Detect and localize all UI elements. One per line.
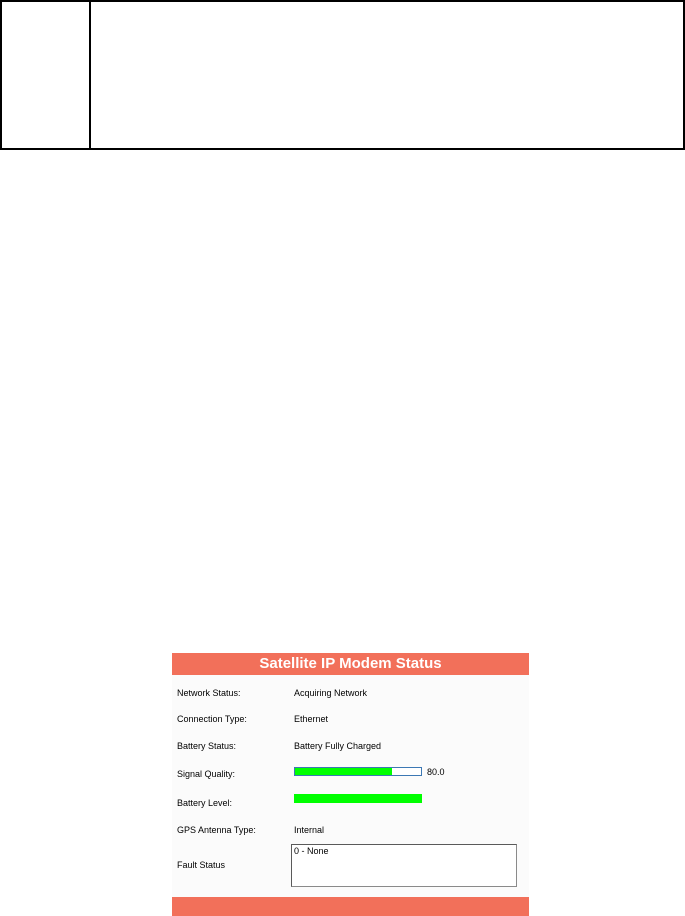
modem-status-panel xyxy=(172,653,529,916)
network-status-value: Acquiring Network xyxy=(294,688,368,698)
battery-status-label: Battery Status: xyxy=(177,741,237,751)
fault-status-label: Fault Status xyxy=(177,860,226,870)
battery-level-bar-fill xyxy=(295,795,421,802)
connection-type-value: Ethernet xyxy=(294,714,329,724)
connection-type-label: Connection Type: xyxy=(177,714,247,724)
battery-status-value: Battery Fully Charged xyxy=(294,741,382,751)
network-status-label: Network Status: xyxy=(177,688,241,698)
fault-status-field[interactable] xyxy=(291,844,517,887)
battery-level-label: Battery Level: xyxy=(177,798,233,808)
signal-quality-bar xyxy=(294,767,422,776)
panel-footer-bar xyxy=(172,897,529,916)
gps-antenna-type-label: GPS Antenna Type: xyxy=(177,825,256,835)
top-table-frame xyxy=(0,0,685,150)
signal-quality-bar-fill xyxy=(295,768,392,775)
battery-level-bar xyxy=(294,794,422,803)
panel-title: Satellite IP Modem Status xyxy=(172,653,529,675)
signal-quality-label: Signal Quality: xyxy=(177,769,236,779)
top-table-divider xyxy=(89,2,91,148)
gps-antenna-type-value: Internal xyxy=(294,825,325,835)
signal-quality-readout: 80.0 xyxy=(427,767,445,777)
